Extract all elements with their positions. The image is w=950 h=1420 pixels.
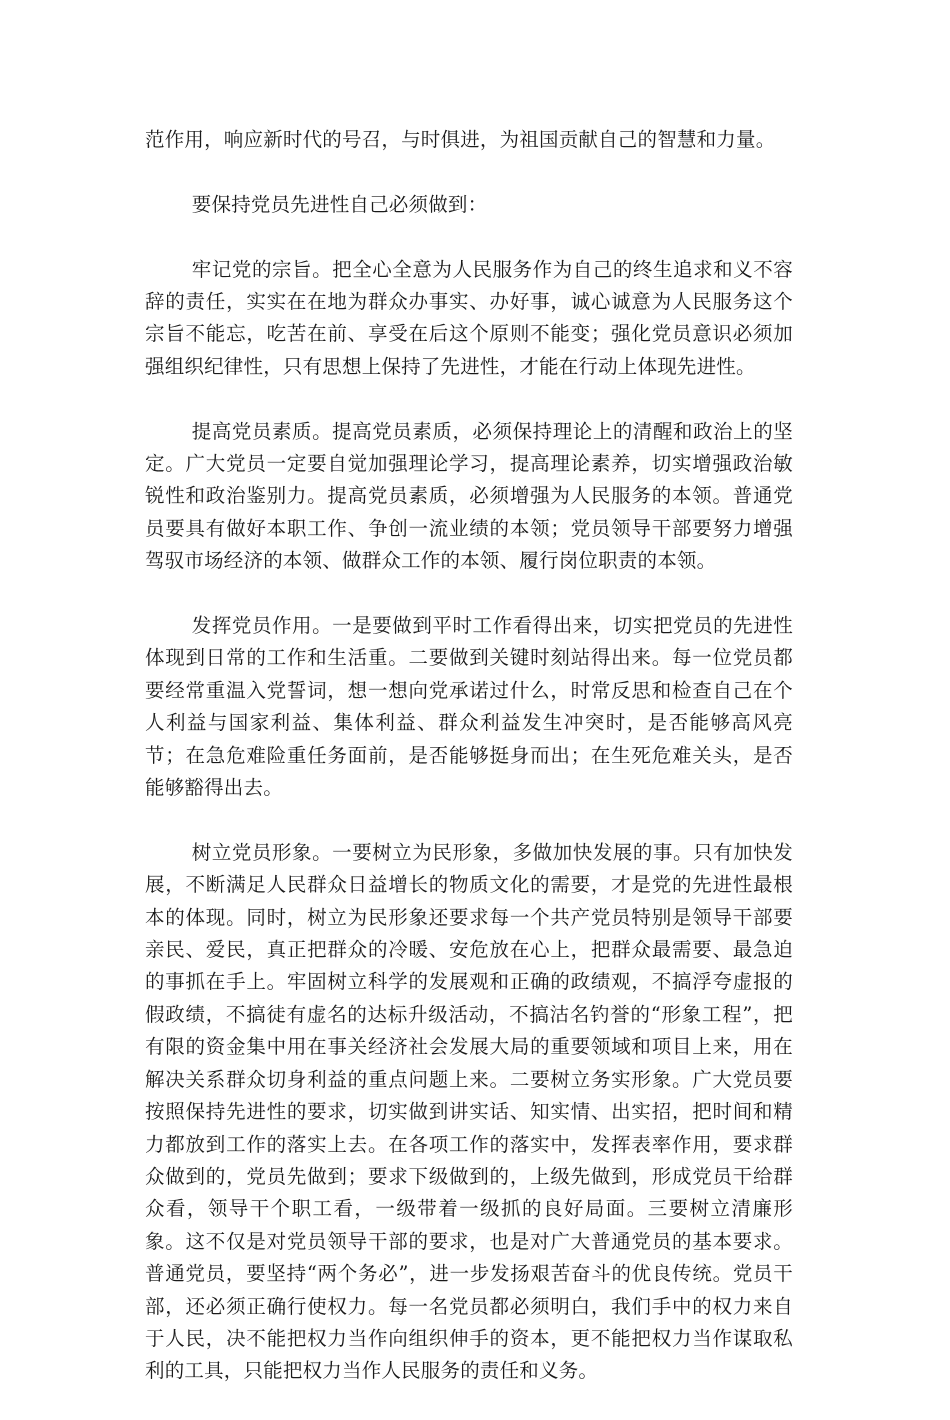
paragraph-member-role: 发挥党员作用。一是要做到平时工作看得出来，切实把党员的先进性体现到日常的工作和生活重。二要做到关键时刻站得出来。每一位党员都要经常重温入党誓词，想一想向党承诺过什么，时常反思和检查自己在个人利益与国家利益、集体利益、群众利益发生冲突时，是否能够高风亮节；在急危难险重任务面前，是否能够挺身而出；在生死危难关头，是否能够豁得出去。 (145, 614, 793, 800)
paragraph-member-quality: 提高党员素质。提高党员素质，必须保持理论上的清醒和政治上的坚定。广大党员一定要自觉加强理论学习，提高理论素养，切实增强政治敏锐性和政治鉴别力。提高党员素质，必须增强为人民服务的本领。普通党员要具有做好本职工作、争创一流业绩的本领；党员领导干部要努力增强驾驭市场经济的本领、做群众工作的本领、履行岗位职责的本领。 (145, 419, 793, 573)
document-page (145, 124, 793, 1420)
paragraph-intro: 要保持党员先进性自己必须做到： (191, 192, 488, 216)
paragraph-party-purpose: 牢记党的宗旨。把全心全意为人民服务作为自己的终生追求和义不容辞的责任，实实在在地为群众办事实、办好事，诚心诚意为人民服务这个宗旨不能忘，吃苦在前、享受在后这个原则不能变；强化党员意识必须加强组织纪律性，只有思想上保持了先进性，才能在行动上体现先进性。 (145, 257, 793, 378)
paragraph-member-image: 树立党员形象。一要树立为民形象，多做加快发展的事。只有加快发展，不断满足人民群众日益增长的物质文化的需要，才是党的先进性最根本的体现。同时，树立为民形象还要求每一个共产党员特别是领导干部要亲民、爱民，真正把群众的冷暖、安危放在心上，把群众最需要、最急迫的事抓在手上。牢固树立科学的发展观和正确的政绩观，不搞浮夸虚报的假政绩，不搞徒有虚名的达标升级活动，不搞沽名钓誉的“形象工程”，把有限的资金集中用在事关经济社会发展大局的重要领域和项目上来，用在解决关系群众切身利益的重点问题上来。二要树立务实形象。广大党员要按照保持先进性的要求，切实做到讲实话、知实情、出实招，把时间和精力都放到工作的落实上去。在各项工作的落实中，发挥表率作用，要求群众做到的，党员先做到；要求下级做到的，上级先做到，形成党员干给群众看，领导干个职工看，一级带着一级抓的良好局面。三要树立清廉形象。这不仅是对党员领导干部的要求，也是对广大普通党员的基本要求。普通党员，要坚持“两个务必”，进一步发扬艰苦奋斗的优良传统。党员干部，还必须正确行使权力。每一名党员都必须明白，我们手中的权力来自于人民，决不能把权力当作向组织伸手的资本，更不能把权力当作谋取私利的工具，只能把权力当作人民服务的责任和义务。 (145, 840, 793, 1383)
paragraph-continuation: 范作用，响应新时代的号召，与时俱进，为祖国贡献自己的智慧和力量。 (145, 128, 776, 151)
